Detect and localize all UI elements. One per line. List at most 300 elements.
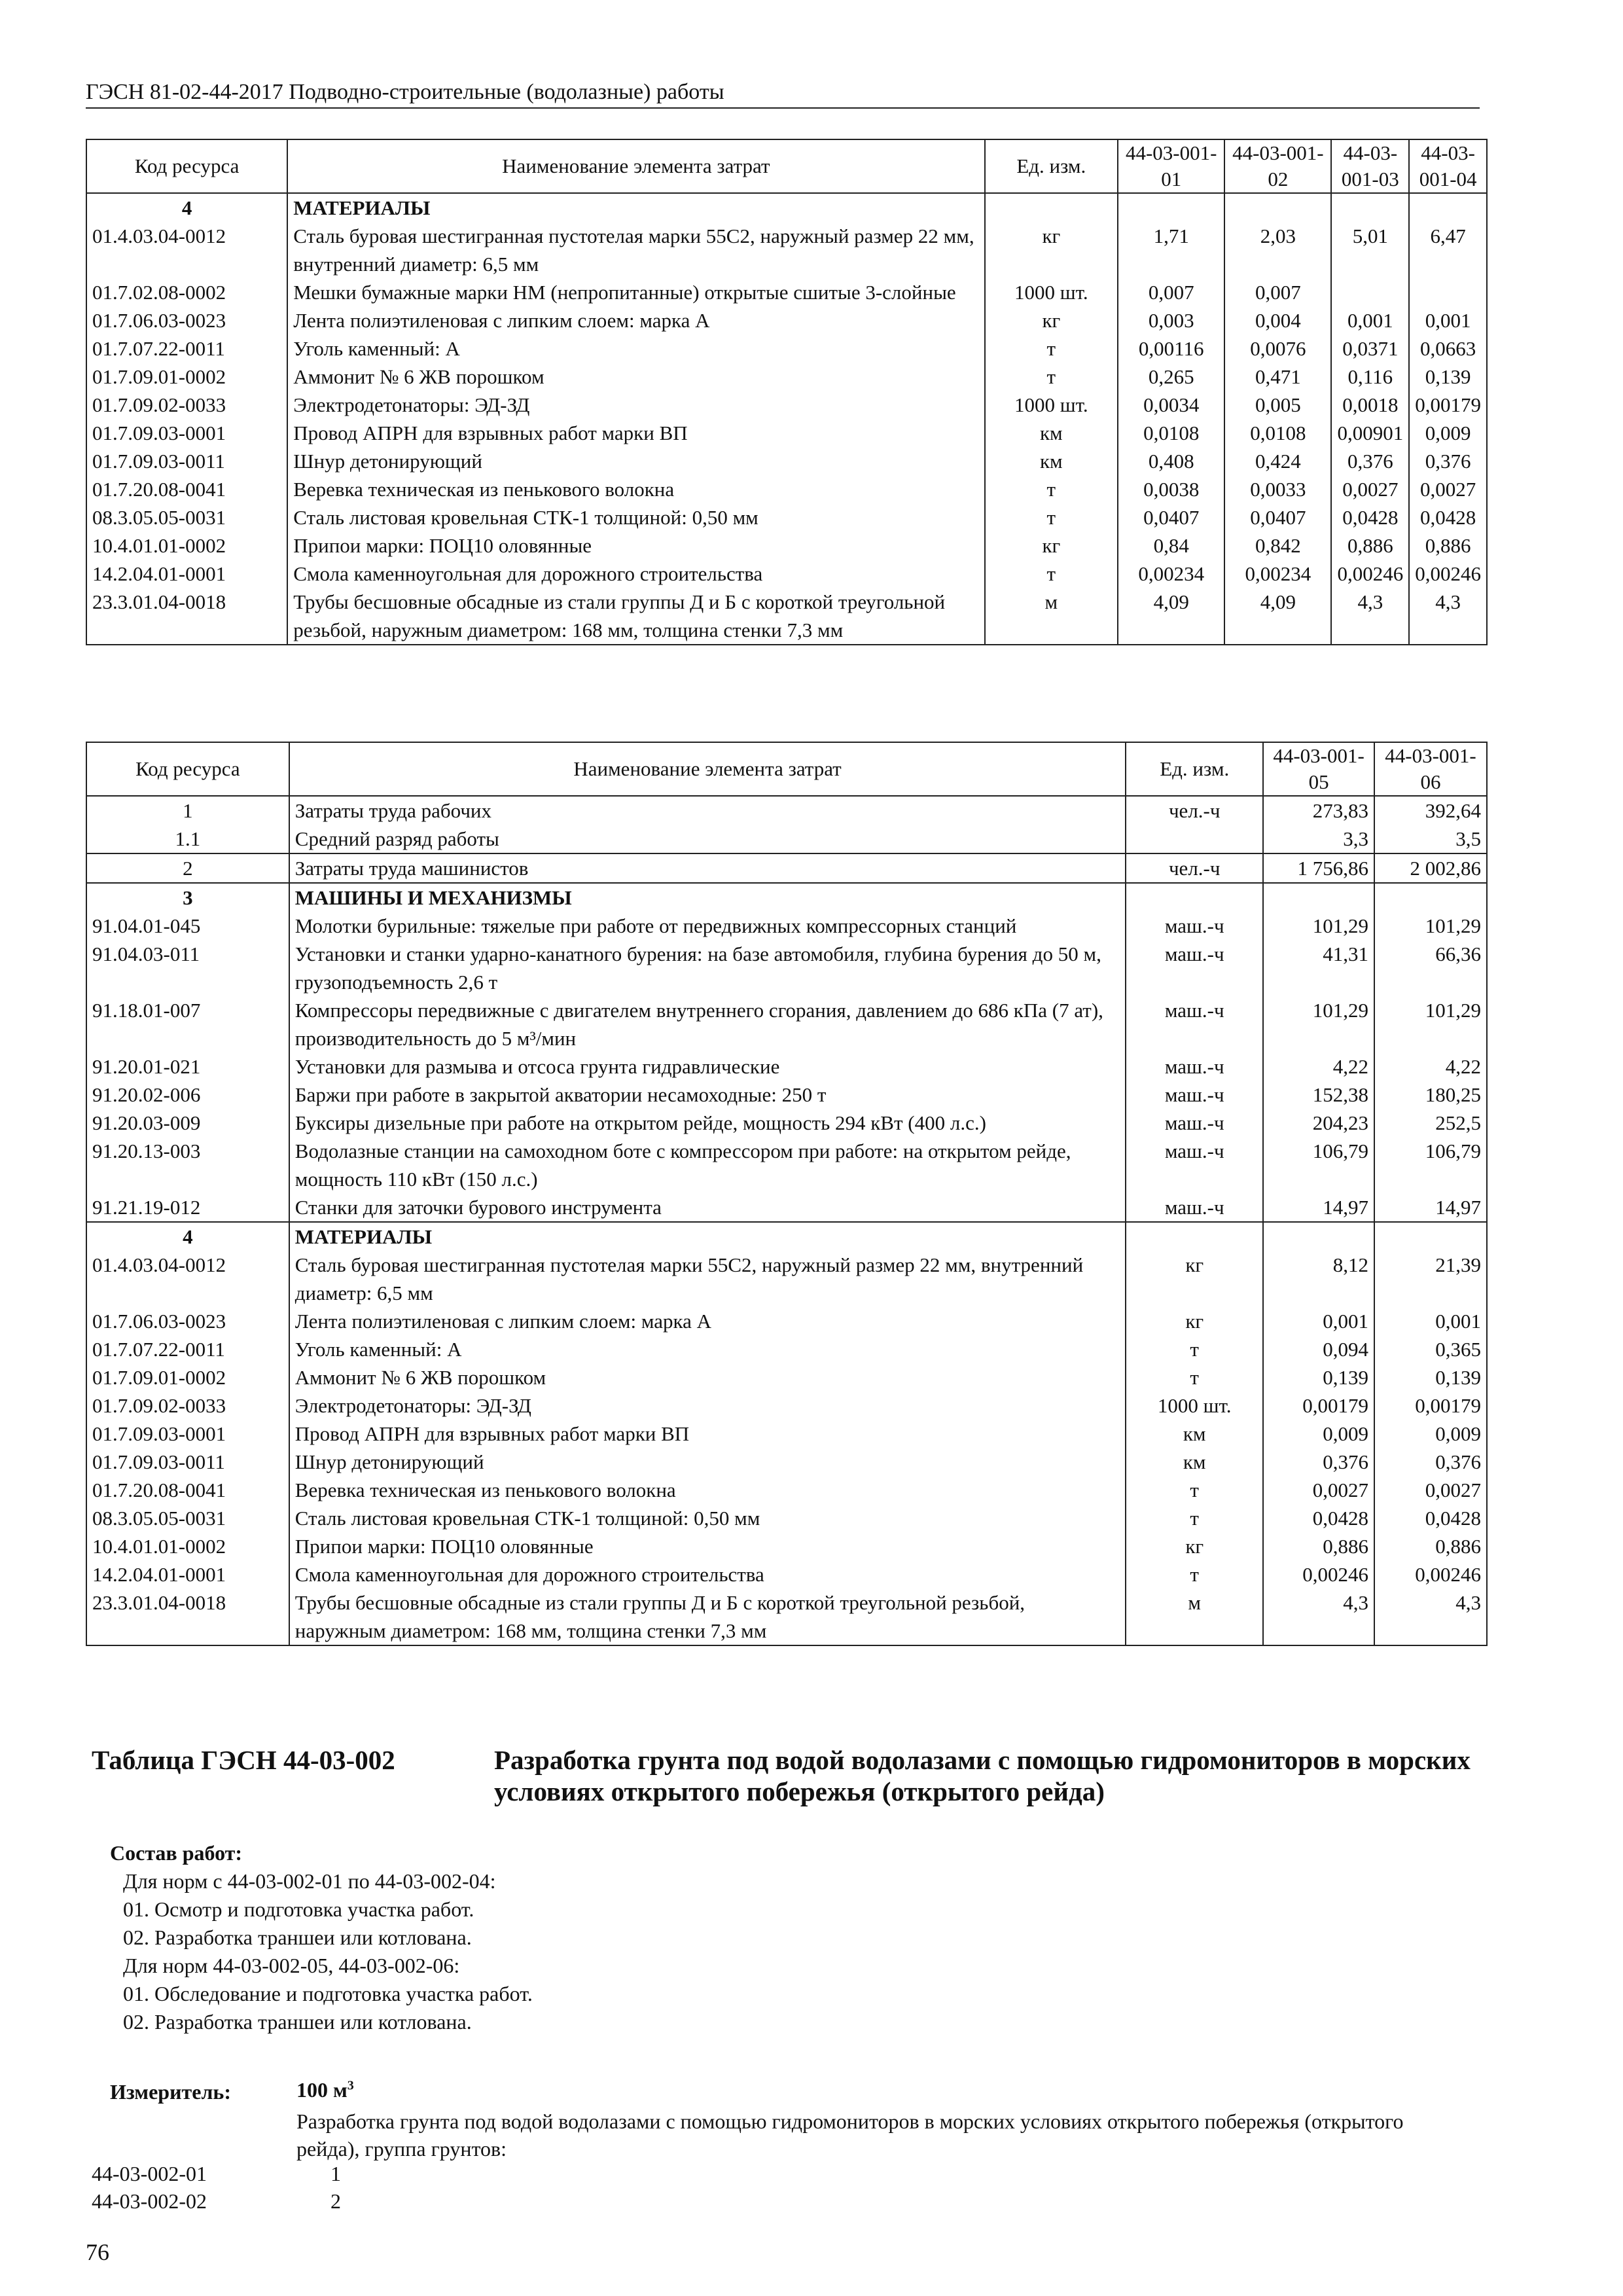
norm-value: 0,139 (1409, 363, 1487, 391)
cost-element-name: Сталь буровая шестигранная пустотелая марки 55С2, наружный размер 22 мм, внутренний диаметр: 6,5 мм (287, 222, 984, 278)
table-row (86, 940, 1487, 996)
norm-value: 0,009 (1409, 419, 1487, 447)
cost-element-name: Мешки бумажные марки НМ (непропитанные) открытые сшитые 3-слойные (287, 278, 984, 306)
norm-value: 0,0428 (1374, 1504, 1487, 1532)
resource-code: 14.2.04.01-0001 (86, 560, 287, 588)
resource-code: 01.7.09.03-0011 (86, 447, 287, 475)
norm-value: 0,00179 (1374, 1391, 1487, 1420)
cost-element-name: МАШИНЫ И МЕХАНИЗМЫ (289, 883, 1126, 912)
column-header: 44-03-001-02 (1224, 139, 1331, 193)
resource-code: 91.18.01-007 (86, 996, 289, 1052)
resource-code: 91.20.13-003 (86, 1137, 289, 1193)
resource-code: 91.20.01-021 (86, 1052, 289, 1081)
norm-value: 101,29 (1263, 996, 1374, 1052)
norm-code: 44-03-002-02 (92, 2189, 207, 2213)
table-header-row (86, 742, 1487, 796)
table-row (86, 1081, 1487, 1109)
table-row (86, 503, 1487, 531)
unit-of-measure: чел.-ч (1126, 796, 1263, 825)
resource-code: 01.4.03.04-0012 (86, 222, 287, 278)
norm-value: 101,29 (1374, 996, 1487, 1052)
norm-value: 0,009 (1263, 1420, 1374, 1448)
table-row (86, 419, 1487, 447)
norm-value: 4,09 (1118, 588, 1224, 645)
norm-value: 0,471 (1224, 363, 1331, 391)
norm-value: 1,71 (1118, 222, 1224, 278)
table-row (86, 996, 1487, 1052)
norm-value: 0,003 (1118, 306, 1224, 334)
norm-value: 4,22 (1374, 1052, 1487, 1081)
norm-value: 106,79 (1263, 1137, 1374, 1193)
resource-code: 08.3.05.05-0031 (86, 503, 287, 531)
norm-value: 0,842 (1224, 531, 1331, 560)
unit-of-measure: маш.-ч (1126, 996, 1263, 1052)
resource-code: 91.04.01-045 (86, 912, 289, 940)
table-row (86, 447, 1487, 475)
table-row (86, 1335, 1487, 1363)
resource-code: 01.7.07.22-0011 (86, 334, 287, 363)
resource-code: 01.7.06.03-0023 (86, 1307, 289, 1335)
resource-code: 1 (86, 796, 289, 825)
cost-element-name: МАТЕРИАЛЫ (287, 193, 984, 222)
norm-value: 0,001 (1374, 1307, 1487, 1335)
norm-value: 0,001 (1263, 1307, 1374, 1335)
norm-value: 0,0027 (1409, 475, 1487, 503)
norm-value: 0,0018 (1331, 391, 1409, 419)
table-row (86, 363, 1487, 391)
cost-element-name: Трубы бесшовные обсадные из стали группы Д и Б с короткой треугольной резьбой, наружным диаметром: 168 мм, толщина стенки 7,3 мм (287, 588, 984, 645)
norm-value: 4,3 (1409, 588, 1487, 645)
norm-value: 4,09 (1224, 588, 1331, 645)
norm-value: 106,79 (1374, 1137, 1487, 1193)
norm-value: 0,376 (1263, 1448, 1374, 1476)
unit-of-measure: т (985, 334, 1118, 363)
norm-value (1263, 1222, 1374, 1251)
resource-code: 01.7.06.03-0023 (86, 306, 287, 334)
resource-code: 01.7.09.03-0001 (86, 1420, 289, 1448)
norm-value: 0,886 (1331, 531, 1409, 560)
norm-value: 14,97 (1263, 1193, 1374, 1222)
document-title: ГЭСН 81-02-44-2017 Подводно-строительные (водолазные) работы (86, 80, 724, 104)
norm-value: 4,22 (1263, 1052, 1374, 1081)
norm-value: 0,376 (1331, 447, 1409, 475)
norm-value: 0,00179 (1263, 1391, 1374, 1420)
cost-element-name: Молотки бурильные: тяжелые при работе от передвижных компрессорных станций (289, 912, 1126, 940)
table-row (86, 193, 1487, 222)
table-row (86, 1560, 1487, 1588)
table-row (86, 222, 1487, 278)
norm-value: 0,376 (1409, 447, 1487, 475)
resource-code: 4 (86, 1222, 289, 1251)
norm-value: 0,00246 (1409, 560, 1487, 588)
norm-value: 0,007 (1118, 278, 1224, 306)
norm-value: 4,3 (1263, 1588, 1374, 1645)
norm-value (1409, 278, 1487, 306)
unit-of-measure: т (1126, 1476, 1263, 1504)
norm-value: 0,365 (1374, 1335, 1487, 1363)
norm-value: 0,00246 (1331, 560, 1409, 588)
resource-code: 4 (86, 193, 287, 222)
cost-element-name: Установки и станки ударно-канатного бурения: на базе автомобиля, глубина бурения до 50 м, грузоподъемность 2,6 т (289, 940, 1126, 996)
norm-group: 2 (330, 2189, 341, 2213)
table-row (86, 1307, 1487, 1335)
resource-code: 91.04.03-011 (86, 940, 289, 996)
table-row (86, 1448, 1487, 1476)
work-line: Для норм 44-03-002-05, 44-03-002-06: (123, 1954, 460, 1977)
resource-code: 01.7.09.01-0002 (86, 363, 287, 391)
work-line: 01. Обследование и подготовка участка работ. (123, 1982, 533, 2005)
unit-of-measure: кг (985, 222, 1118, 278)
unit-of-measure: т (1126, 1504, 1263, 1532)
column-header: Код ресурса (86, 742, 289, 796)
norm-value: 1 756,86 (1263, 853, 1374, 883)
cost-element-name: Сталь листовая кровельная СТК-1 толщиной: 0,50 мм (289, 1504, 1126, 1532)
norm-value: 6,47 (1409, 222, 1487, 278)
norm-value: 0,00116 (1118, 334, 1224, 363)
work-line: 01. Осмотр и подготовка участка работ. (123, 1897, 474, 1921)
resource-code: 01.7.07.22-0011 (86, 1335, 289, 1363)
unit-of-measure: м (1126, 1588, 1263, 1645)
cost-element-name: Шнур детонирующий (289, 1448, 1126, 1476)
resource-code: 3 (86, 883, 289, 912)
norm-row (92, 2189, 341, 2214)
unit-of-measure: маш.-ч (1126, 1137, 1263, 1193)
cost-element-name: Уголь каменный: А (289, 1335, 1126, 1363)
norm-value: 0,0108 (1118, 419, 1224, 447)
cost-element-name: Электродетонаторы: ЭД-ЗД (289, 1391, 1126, 1420)
norm-value: 0,0428 (1331, 503, 1409, 531)
norm-value: 0,007 (1224, 278, 1331, 306)
cost-element-name: Смола каменноугольная для дорожного строительства (287, 560, 984, 588)
unit-of-measure (1126, 1222, 1263, 1251)
table-row (86, 1363, 1487, 1391)
column-header: 44-03-001-03 (1331, 139, 1409, 193)
resource-code: 23.3.01.04-0018 (86, 588, 287, 645)
cost-element-name: Веревка техническая из пенькового волокна (287, 475, 984, 503)
norm-value: 0,00179 (1409, 391, 1487, 419)
cost-element-name: Припои марки: ПОЦ10 оловянные (287, 531, 984, 560)
norm-value: 0,265 (1118, 363, 1224, 391)
cost-element-name: Компрессоры передвижные с двигателем внутреннего сгорания, давлением до 686 кПа (7 ат), производительность до 5 м³/мин (289, 996, 1126, 1052)
norm-value: 0,139 (1263, 1363, 1374, 1391)
unit-of-measure: кг (1126, 1307, 1263, 1335)
table-row (86, 1109, 1487, 1137)
norm-value: 152,38 (1263, 1081, 1374, 1109)
cost-element-name: Провод АПРН для взрывных работ марки ВП (289, 1420, 1126, 1448)
norm-value: 0,0027 (1263, 1476, 1374, 1504)
table-row (86, 853, 1487, 883)
norm-value: 0,139 (1374, 1363, 1487, 1391)
unit-of-measure: маш.-ч (1126, 940, 1263, 996)
norm-value: 0,00234 (1224, 560, 1331, 588)
norm-value: 0,00246 (1374, 1560, 1487, 1588)
norm-value: 0,0027 (1331, 475, 1409, 503)
unit-of-measure: кг (985, 531, 1118, 560)
unit-of-measure (985, 193, 1118, 222)
cost-element-name: Установки для размыва и отсоса грунта гидравлические (289, 1052, 1126, 1081)
unit-of-measure: маш.-ч (1126, 1081, 1263, 1109)
table-row (86, 1251, 1487, 1307)
norm-value: 0,0371 (1331, 334, 1409, 363)
norm-value: 180,25 (1374, 1081, 1487, 1109)
resource-code: 01.7.02.08-0002 (86, 278, 287, 306)
resource-code: 10.4.01.01-0002 (86, 531, 287, 560)
norm-value: 0,886 (1263, 1532, 1374, 1560)
unit-of-measure: чел.-ч (1126, 853, 1263, 883)
norm-value: 0,0407 (1224, 503, 1331, 531)
resource-code: 01.4.03.04-0012 (86, 1251, 289, 1307)
cost-element-name: Уголь каменный: А (287, 334, 984, 363)
cost-element-name: Припои марки: ПОЦ10 оловянные (289, 1532, 1126, 1560)
column-header: Наименование элемента затрат (287, 139, 984, 193)
column-header: 44-03-001-05 (1263, 742, 1374, 796)
cost-element-name: Трубы бесшовные обсадные из стали группы Д и Б с короткой треугольной резьбой, наружным диаметром: 168 мм, толщина стенки 7,3 мм (289, 1588, 1126, 1645)
cost-element-name: Затраты труда машинистов (289, 853, 1126, 883)
norm-value: 0,376 (1374, 1448, 1487, 1476)
norm-value: 5,01 (1331, 222, 1409, 278)
norm-value: 0,00246 (1263, 1560, 1374, 1588)
unit-of-measure (1126, 883, 1263, 912)
column-header: Ед. изм. (1126, 742, 1263, 796)
norm-value (1224, 193, 1331, 222)
table-row (86, 334, 1487, 363)
norm-group: 1 (330, 2162, 341, 2185)
column-header: 44-03-001-01 (1118, 139, 1224, 193)
norm-value: 0,84 (1118, 531, 1224, 560)
table-row (86, 560, 1487, 588)
unit-of-measure: маш.-ч (1126, 1193, 1263, 1222)
norm-row (92, 2162, 341, 2186)
resources-table-001-05-06 (86, 742, 1488, 1646)
work-line: Для норм с 44-03-002-01 по 44-03-002-04: (123, 1869, 496, 1893)
measure-value-sup: 3 (347, 2078, 354, 2093)
norm-value: 21,39 (1374, 1251, 1487, 1307)
unit-of-measure: т (985, 363, 1118, 391)
norm-value: 0,0428 (1263, 1504, 1374, 1532)
norm-value: 0,886 (1374, 1532, 1487, 1560)
column-header: Наименование элемента затрат (289, 742, 1126, 796)
measure-value-text: 100 м (296, 2078, 348, 2102)
norm-value: 0,0034 (1118, 391, 1224, 419)
norm-value: 14,97 (1374, 1193, 1487, 1222)
cost-element-name: Водолазные станции на самоходном боте с компрессором при работе: на открытом рейде, мощность 110 кВт (150 л.с.) (289, 1137, 1126, 1193)
table-description: Разработка грунта под водой водолазами с помощью гидромониторов в морских условиях открытого побережья (открытого рейда) (494, 1745, 1471, 1806)
norm-value: 0,094 (1263, 1335, 1374, 1363)
norm-value: 101,29 (1263, 912, 1374, 940)
page-header (86, 80, 1480, 109)
work-line: 02. Разработка траншеи или котлована. (123, 2010, 472, 2034)
page-number: 76 (86, 2239, 109, 2265)
cost-element-name: Буксиры дизельные при работе на открытом рейде, мощность 294 кВт (400 л.с.) (289, 1109, 1126, 1137)
norm-value: 0,001 (1409, 306, 1487, 334)
norm-value: 0,0663 (1409, 334, 1487, 363)
norm-value: 101,29 (1374, 912, 1487, 940)
norm-value: 0,0033 (1224, 475, 1331, 503)
cost-element-name: Смола каменноугольная для дорожного строительства (289, 1560, 1126, 1588)
table-row (86, 912, 1487, 940)
table-row (86, 883, 1487, 912)
unit-of-measure: маш.-ч (1126, 1109, 1263, 1137)
unit-of-measure: кг (1126, 1251, 1263, 1307)
table-row (86, 588, 1487, 645)
norm-value: 252,5 (1374, 1109, 1487, 1137)
norm-value (1331, 278, 1409, 306)
table-row (86, 825, 1487, 853)
cost-element-name: Затраты труда рабочих (289, 796, 1126, 825)
table-row (86, 1420, 1487, 1448)
cost-element-name: Аммонит № 6 ЖВ порошком (287, 363, 984, 391)
norm-value: 0,001 (1331, 306, 1409, 334)
norm-value: 204,23 (1263, 1109, 1374, 1137)
resource-code: 01.7.09.02-0033 (86, 391, 287, 419)
unit-of-measure: т (1126, 1335, 1263, 1363)
norm-value: 0,116 (1331, 363, 1409, 391)
norm-value (1331, 193, 1409, 222)
measure-label: Измеритель: (110, 2080, 231, 2104)
norm-value: 0,00901 (1331, 419, 1409, 447)
cost-element-name: Веревка техническая из пенькового волокна (289, 1476, 1126, 1504)
unit-of-measure: 1000 шт. (985, 391, 1118, 419)
norm-value: 392,64 (1374, 796, 1487, 825)
unit-of-measure: км (1126, 1420, 1263, 1448)
unit-of-measure: км (1126, 1448, 1263, 1476)
norm-value: 41,31 (1263, 940, 1374, 996)
resource-code: 23.3.01.04-0018 (86, 1588, 289, 1645)
work-line: 02. Разработка траншеи или котлована. (123, 1926, 472, 1949)
cost-element-name: Аммонит № 6 ЖВ порошком (289, 1363, 1126, 1391)
resource-code: 08.3.05.05-0031 (86, 1504, 289, 1532)
cost-element-name: Провод АПРН для взрывных работ марки ВП (287, 419, 984, 447)
cost-element-name: Станки для заточки бурового инструмента (289, 1193, 1126, 1222)
table-row (86, 531, 1487, 560)
cost-element-name: Средний разряд работы (289, 825, 1126, 853)
norm-value: 0,004 (1224, 306, 1331, 334)
work-composition-heading: Состав работ: (110, 1841, 243, 1865)
table-row (86, 1222, 1487, 1251)
resource-code: 1.1 (86, 825, 289, 853)
unit-of-measure: т (1126, 1363, 1263, 1391)
table-row (86, 1391, 1487, 1420)
norm-value: 0,886 (1409, 531, 1487, 560)
cost-element-name: Сталь листовая кровельная СТК-1 толщиной: 0,50 мм (287, 503, 984, 531)
resource-code: 91.20.02-006 (86, 1081, 289, 1109)
resource-code: 01.7.20.08-0041 (86, 475, 287, 503)
norm-value: 0,0108 (1224, 419, 1331, 447)
resource-code: 01.7.09.02-0033 (86, 1391, 289, 1420)
norm-value (1263, 883, 1374, 912)
cost-element-name: Электродетонаторы: ЭД-ЗД (287, 391, 984, 419)
norm-value: 8,12 (1263, 1251, 1374, 1307)
unit-of-measure: т (1126, 1560, 1263, 1588)
unit-of-measure: маш.-ч (1126, 1052, 1263, 1081)
norm-value: 273,83 (1263, 796, 1374, 825)
resource-code: 01.7.20.08-0041 (86, 1476, 289, 1504)
table-header-row (86, 139, 1487, 193)
norm-value: 0,0407 (1118, 503, 1224, 531)
cost-element-name: Лента полиэтиленовая с липким слоем: марка А (289, 1307, 1126, 1335)
table-row (86, 1532, 1487, 1560)
materials-table-001-01-04 (86, 139, 1488, 645)
norm-value: 66,36 (1374, 940, 1487, 996)
cost-element-name: Баржи при работе в закрытой акватории несамоходные: 250 т (289, 1081, 1126, 1109)
norm-value: 0,00234 (1118, 560, 1224, 588)
resource-code: 01.7.09.03-0011 (86, 1448, 289, 1476)
unit-of-measure: кг (1126, 1532, 1263, 1560)
unit-of-measure: км (985, 419, 1118, 447)
unit-of-measure: т (985, 560, 1118, 588)
resource-code: 01.7.09.01-0002 (86, 1363, 289, 1391)
resource-code: 10.4.01.01-0002 (86, 1532, 289, 1560)
resource-code: 91.21.19-012 (86, 1193, 289, 1222)
table-row (86, 1137, 1487, 1193)
norm-value: 2,03 (1224, 222, 1331, 278)
norm-value: 0,408 (1118, 447, 1224, 475)
cost-element-name: МАТЕРИАЛЫ (289, 1222, 1126, 1251)
column-header: 44-03-001-06 (1374, 742, 1487, 796)
table-row (86, 796, 1487, 825)
measure-description: Разработка грунта под водой водолазами с помощью гидромониторов в морских условиях открытого побережья (открытого рейда), группа грунтов: (296, 2109, 1404, 2161)
resource-code: 01.7.09.03-0001 (86, 419, 287, 447)
work-composition (110, 1839, 533, 2036)
norm-value (1409, 193, 1487, 222)
resource-code: 2 (86, 853, 289, 883)
table-row (86, 1504, 1487, 1532)
norm-value: 2 002,86 (1374, 853, 1487, 883)
unit-of-measure: т (985, 503, 1118, 531)
norm-value (1374, 1222, 1487, 1251)
norm-value (1118, 193, 1224, 222)
norm-value: 0,009 (1374, 1420, 1487, 1448)
unit-of-measure: маш.-ч (1126, 912, 1263, 940)
column-header: Ед. изм. (985, 139, 1118, 193)
column-header: 44-03-001-04 (1409, 139, 1487, 193)
table-row (86, 475, 1487, 503)
resource-code: 91.20.03-009 (86, 1109, 289, 1137)
norm-value: 4,3 (1331, 588, 1409, 645)
table-row (86, 391, 1487, 419)
unit-of-measure: т (985, 475, 1118, 503)
unit-of-measure: кг (985, 306, 1118, 334)
table-row (86, 1476, 1487, 1504)
unit-of-measure (1126, 825, 1263, 853)
unit-of-measure: км (985, 447, 1118, 475)
table-row (86, 1052, 1487, 1081)
norm-value: 0,0038 (1118, 475, 1224, 503)
unit-of-measure: м (985, 588, 1118, 645)
norm-value: 3,5 (1374, 825, 1487, 853)
norm-value: 0,424 (1224, 447, 1331, 475)
unit-of-measure: 1000 шт. (985, 278, 1118, 306)
measure-value (296, 2078, 354, 2102)
table-row (86, 306, 1487, 334)
norm-value: 4,3 (1374, 1588, 1487, 1645)
norm-value: 0,0027 (1374, 1476, 1487, 1504)
norm-value: 3,3 (1263, 825, 1374, 853)
norm-value: 0,005 (1224, 391, 1331, 419)
cost-element-name: Сталь буровая шестигранная пустотелая марки 55С2, наружный размер 22 мм, внутренний диаметр: 6,5 мм (289, 1251, 1126, 1307)
cost-element-name: Лента полиэтиленовая с липким слоем: марка А (287, 306, 984, 334)
unit-of-measure: 1000 шт. (1126, 1391, 1263, 1420)
cost-element-name: Шнур детонирующий (287, 447, 984, 475)
table-code-title: Таблица ГЭСН 44-03-002 (92, 1745, 395, 1775)
norm-value: 0,0076 (1224, 334, 1331, 363)
table-row (86, 1588, 1487, 1645)
column-header: Код ресурса (86, 139, 287, 193)
norm-code: 44-03-002-01 (92, 2162, 207, 2185)
table-row (86, 278, 1487, 306)
norm-value (1374, 883, 1487, 912)
norm-value: 0,0428 (1409, 503, 1487, 531)
